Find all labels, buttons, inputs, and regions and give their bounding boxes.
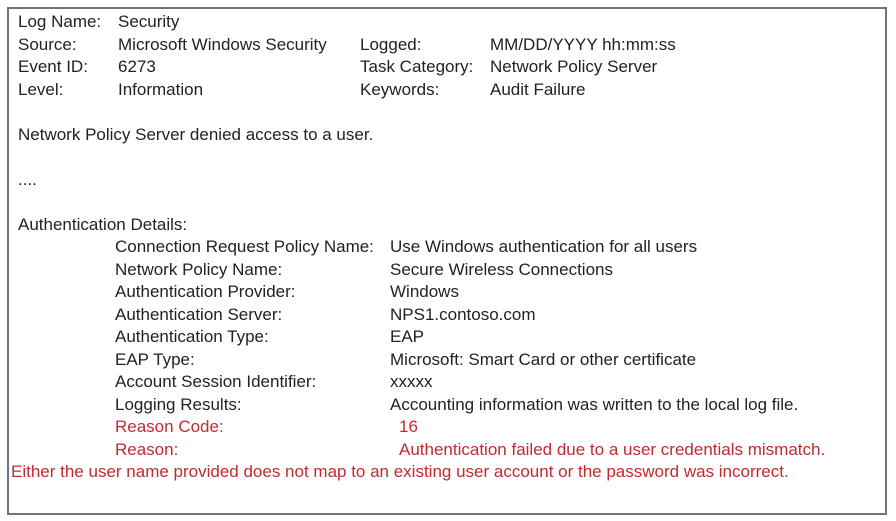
detail-row-connection-request-policy [115, 236, 885, 259]
detail-row-authentication-type [115, 326, 885, 349]
detail-value: Secure Wireless Connections [390, 259, 613, 279]
header-row-event-id [18, 56, 885, 79]
detail-label: Authentication Server: [115, 304, 283, 324]
level-label: Level: [18, 79, 64, 99]
detail-value: Microsoft: Smart Card or other certificate [390, 349, 697, 369]
reason-row [115, 439, 885, 462]
source-label: Source: [18, 34, 77, 54]
detail-label: Authentication Type: [115, 327, 269, 346]
keywords-label: Keywords: [360, 79, 440, 99]
detail-row-eap-type [115, 349, 885, 372]
detail-label: Authentication Provider: [115, 282, 296, 301]
detail-value: Windows [390, 282, 459, 301]
spacer [18, 191, 885, 214]
event-log-box [7, 7, 887, 515]
detail-row-logging-results [115, 394, 885, 417]
logged-label: Logged: [360, 34, 422, 54]
log-name-value: Security [118, 12, 180, 31]
detail-value: NPS1.contoso.com [390, 304, 536, 324]
logged-value: MM/DD/YYYY hh:mm:ss [490, 34, 676, 54]
detail-row-account-session-identifier [115, 371, 885, 394]
header-row-level [18, 79, 885, 102]
reason-label: Reason: [115, 439, 179, 459]
reason-value: Authentication failed due to a user credentials mismatch. [399, 439, 826, 459]
ellipsis-text: .... [18, 169, 37, 189]
detail-value: Use Windows authentication for all users [390, 237, 698, 256]
event-id-value: 6273 [118, 57, 156, 76]
detail-row-network-policy [115, 259, 885, 282]
detail-label: EAP Type: [115, 349, 195, 369]
header-empty-label [360, 11, 490, 34]
detail-label: Network Policy Name: [115, 259, 283, 279]
reason-code-value: 16 [399, 417, 418, 436]
detail-label: Account Session Identifier: [115, 372, 317, 391]
detail-value: Accounting information was written to the local log file. [390, 394, 799, 414]
task-category-value: Network Policy Server [490, 57, 658, 76]
keywords-value: Audit Failure [490, 79, 586, 99]
header-row-source [18, 34, 885, 57]
log-name-label: Log Name: [18, 12, 102, 31]
header-empty-value [490, 11, 885, 34]
error-message: Either the user name provided does not map to an existing user account or the password was incorrect. [11, 462, 789, 481]
authentication-details-heading: Authentication Details: [18, 214, 188, 234]
event-id-label: Event ID: [18, 57, 88, 76]
detail-value: xxxxx [390, 372, 433, 391]
detail-value: EAP [390, 327, 425, 346]
detail-label: Logging Results: [115, 394, 242, 414]
detail-row-authentication-provider [115, 281, 885, 304]
spacer [18, 146, 885, 169]
task-category-label: Task Category: [360, 57, 474, 76]
source-value: Microsoft Windows Security [118, 34, 327, 54]
header-row-log-name [18, 11, 885, 34]
detail-row-authentication-server [115, 304, 885, 327]
spacer [18, 101, 885, 124]
reason-code-label: Reason Code: [115, 417, 224, 436]
detail-label: Connection Request Policy Name: [115, 237, 374, 256]
level-value: Information [118, 79, 204, 99]
event-description: Network Policy Server denied access to a user. [18, 124, 374, 144]
reason-code-row [115, 416, 885, 439]
